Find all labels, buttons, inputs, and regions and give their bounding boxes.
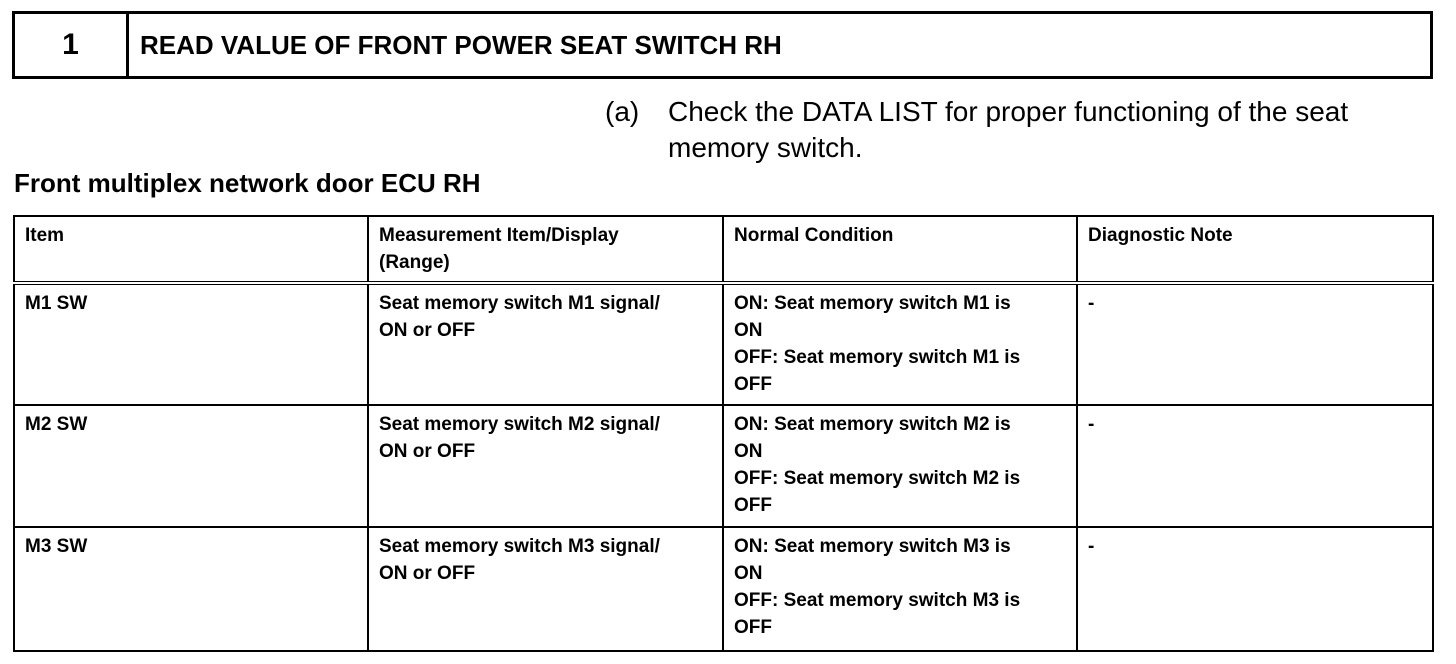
cell-normal-condition: ON: Seat memory switch M2 is ON OFF: Seat memory switch M2 is OFF: [723, 405, 1077, 527]
cell-measurement: Seat memory switch M1 signal/ ON or OFF: [368, 283, 723, 405]
header-measurement: Measurement Item/Display (Range): [368, 216, 723, 283]
table-title: Front multiplex network door ECU RH: [14, 168, 481, 198]
header-item: Item: [14, 216, 368, 283]
cell-diagnostic-note: -: [1077, 283, 1433, 405]
cell-measurement: Seat memory switch M3 signal/ ON or OFF: [368, 527, 723, 651]
data-list-table: [13, 215, 1434, 652]
cell-diagnostic-note: -: [1077, 405, 1433, 527]
step-number: 1: [15, 14, 129, 76]
instruction-marker: (a): [605, 96, 640, 127]
header-normal-condition: Normal Condition: [723, 216, 1077, 283]
instruction-text: Check the DATA LIST for proper functioning of the seat memory switch.: [668, 96, 1349, 163]
instruction: [605, 94, 1425, 166]
cell-item: M1 SW: [14, 283, 368, 405]
cell-normal-condition: ON: Seat memory switch M1 is ON OFF: Seat memory switch M1 is OFF: [723, 283, 1077, 405]
cell-measurement: Seat memory switch M2 signal/ ON or OFF: [368, 405, 723, 527]
table-row: [14, 283, 1433, 405]
step-header: [12, 11, 1433, 79]
table-row: [14, 405, 1433, 527]
cell-diagnostic-note: -: [1077, 527, 1433, 651]
step-title: READ VALUE OF FRONT POWER SEAT SWITCH RH: [140, 29, 782, 60]
cell-normal-condition: ON: Seat memory switch M3 is ON OFF: Seat memory switch M3 is OFF: [723, 527, 1077, 651]
header-diagnostic-note: Diagnostic Note: [1077, 216, 1433, 283]
cell-item: M3 SW: [14, 527, 368, 651]
table-header-row: [14, 216, 1433, 283]
table-row: [14, 527, 1433, 651]
cell-item: M2 SW: [14, 405, 368, 527]
